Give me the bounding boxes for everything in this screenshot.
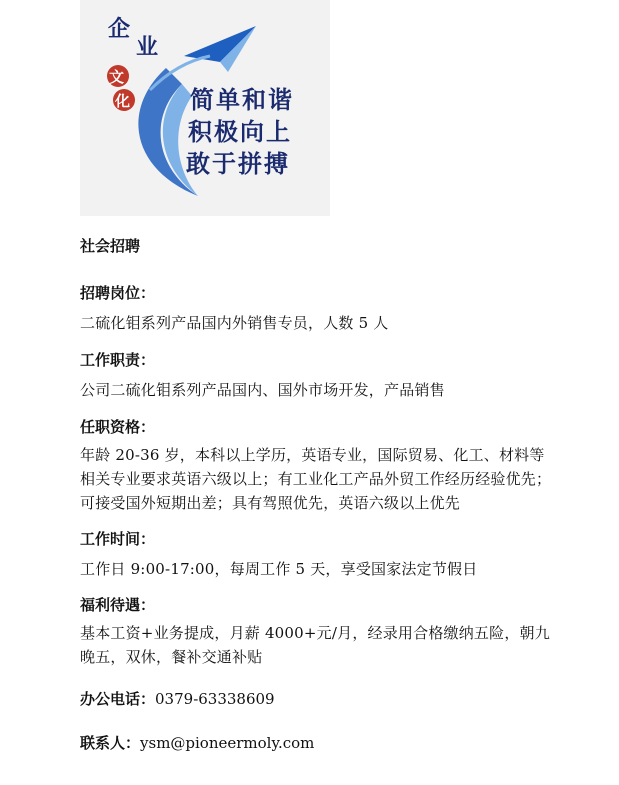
contact-label: 联系人： bbox=[80, 734, 141, 752]
job-posting bbox=[80, 236, 600, 753]
logo-char-wen: 文 bbox=[109, 68, 125, 86]
requirements-block bbox=[80, 443, 600, 515]
position-text: 二硫化钼系列产品国内外销售专员，人数 5 人 bbox=[80, 314, 389, 332]
page-title: 社会招聘 bbox=[80, 237, 141, 255]
position-heading: 招聘岗位： bbox=[80, 284, 156, 302]
hours-text: 工作日 9:00-17:00，每周工作 5 天，享受国家法定节假日 bbox=[80, 560, 478, 578]
duties-heading: 工作职责： bbox=[80, 351, 156, 369]
logo-slogan-3: 敢于拼搏 bbox=[186, 149, 290, 178]
requirements-line: 可接受国外短期出差；具有驾照优先，英语六级以上优先 bbox=[80, 494, 461, 512]
phone-row bbox=[80, 689, 600, 709]
phone-label: 办公电话： bbox=[80, 690, 156, 708]
contact-email[interactable]: ysm@pioneermoly.com bbox=[140, 734, 315, 752]
benefits-heading: 福利待遇： bbox=[80, 596, 156, 614]
duties-text: 公司二硫化钼系列产品国内、国外市场开发，产品销售 bbox=[80, 381, 445, 399]
logo-slogan-1: 简单和谐 bbox=[190, 85, 294, 114]
logo-char-hua: 化 bbox=[115, 92, 131, 110]
paper-plane-icon bbox=[184, 26, 256, 62]
phone-value: 0379-63338609 bbox=[155, 690, 275, 708]
requirements-heading: 任职资格： bbox=[80, 418, 156, 436]
requirements-line: 相关专业要求英语六级以上；有工业化工产品外贸工作经历经验优先； bbox=[80, 470, 552, 488]
benefits-line: 晚五，双休，餐补交通补贴 bbox=[80, 648, 263, 666]
hours-heading: 工作时间： bbox=[80, 530, 156, 548]
logo-slogan-2: 积极向上 bbox=[188, 117, 292, 146]
requirements-line: 年龄 20-36 岁，本科以上学历，英语专业，国际贸易、化工、材料等 bbox=[80, 446, 545, 464]
benefits-line: 基本工资+业务提成，月薪 4000+元/月，经录用合格缴纳五险，朝九 bbox=[80, 624, 550, 642]
logo-char-qi: 企 bbox=[108, 16, 131, 42]
logo-char-ye: 业 bbox=[136, 34, 159, 60]
contact-row bbox=[80, 733, 600, 753]
benefits-block bbox=[80, 621, 600, 669]
company-culture-logo bbox=[80, 0, 330, 216]
